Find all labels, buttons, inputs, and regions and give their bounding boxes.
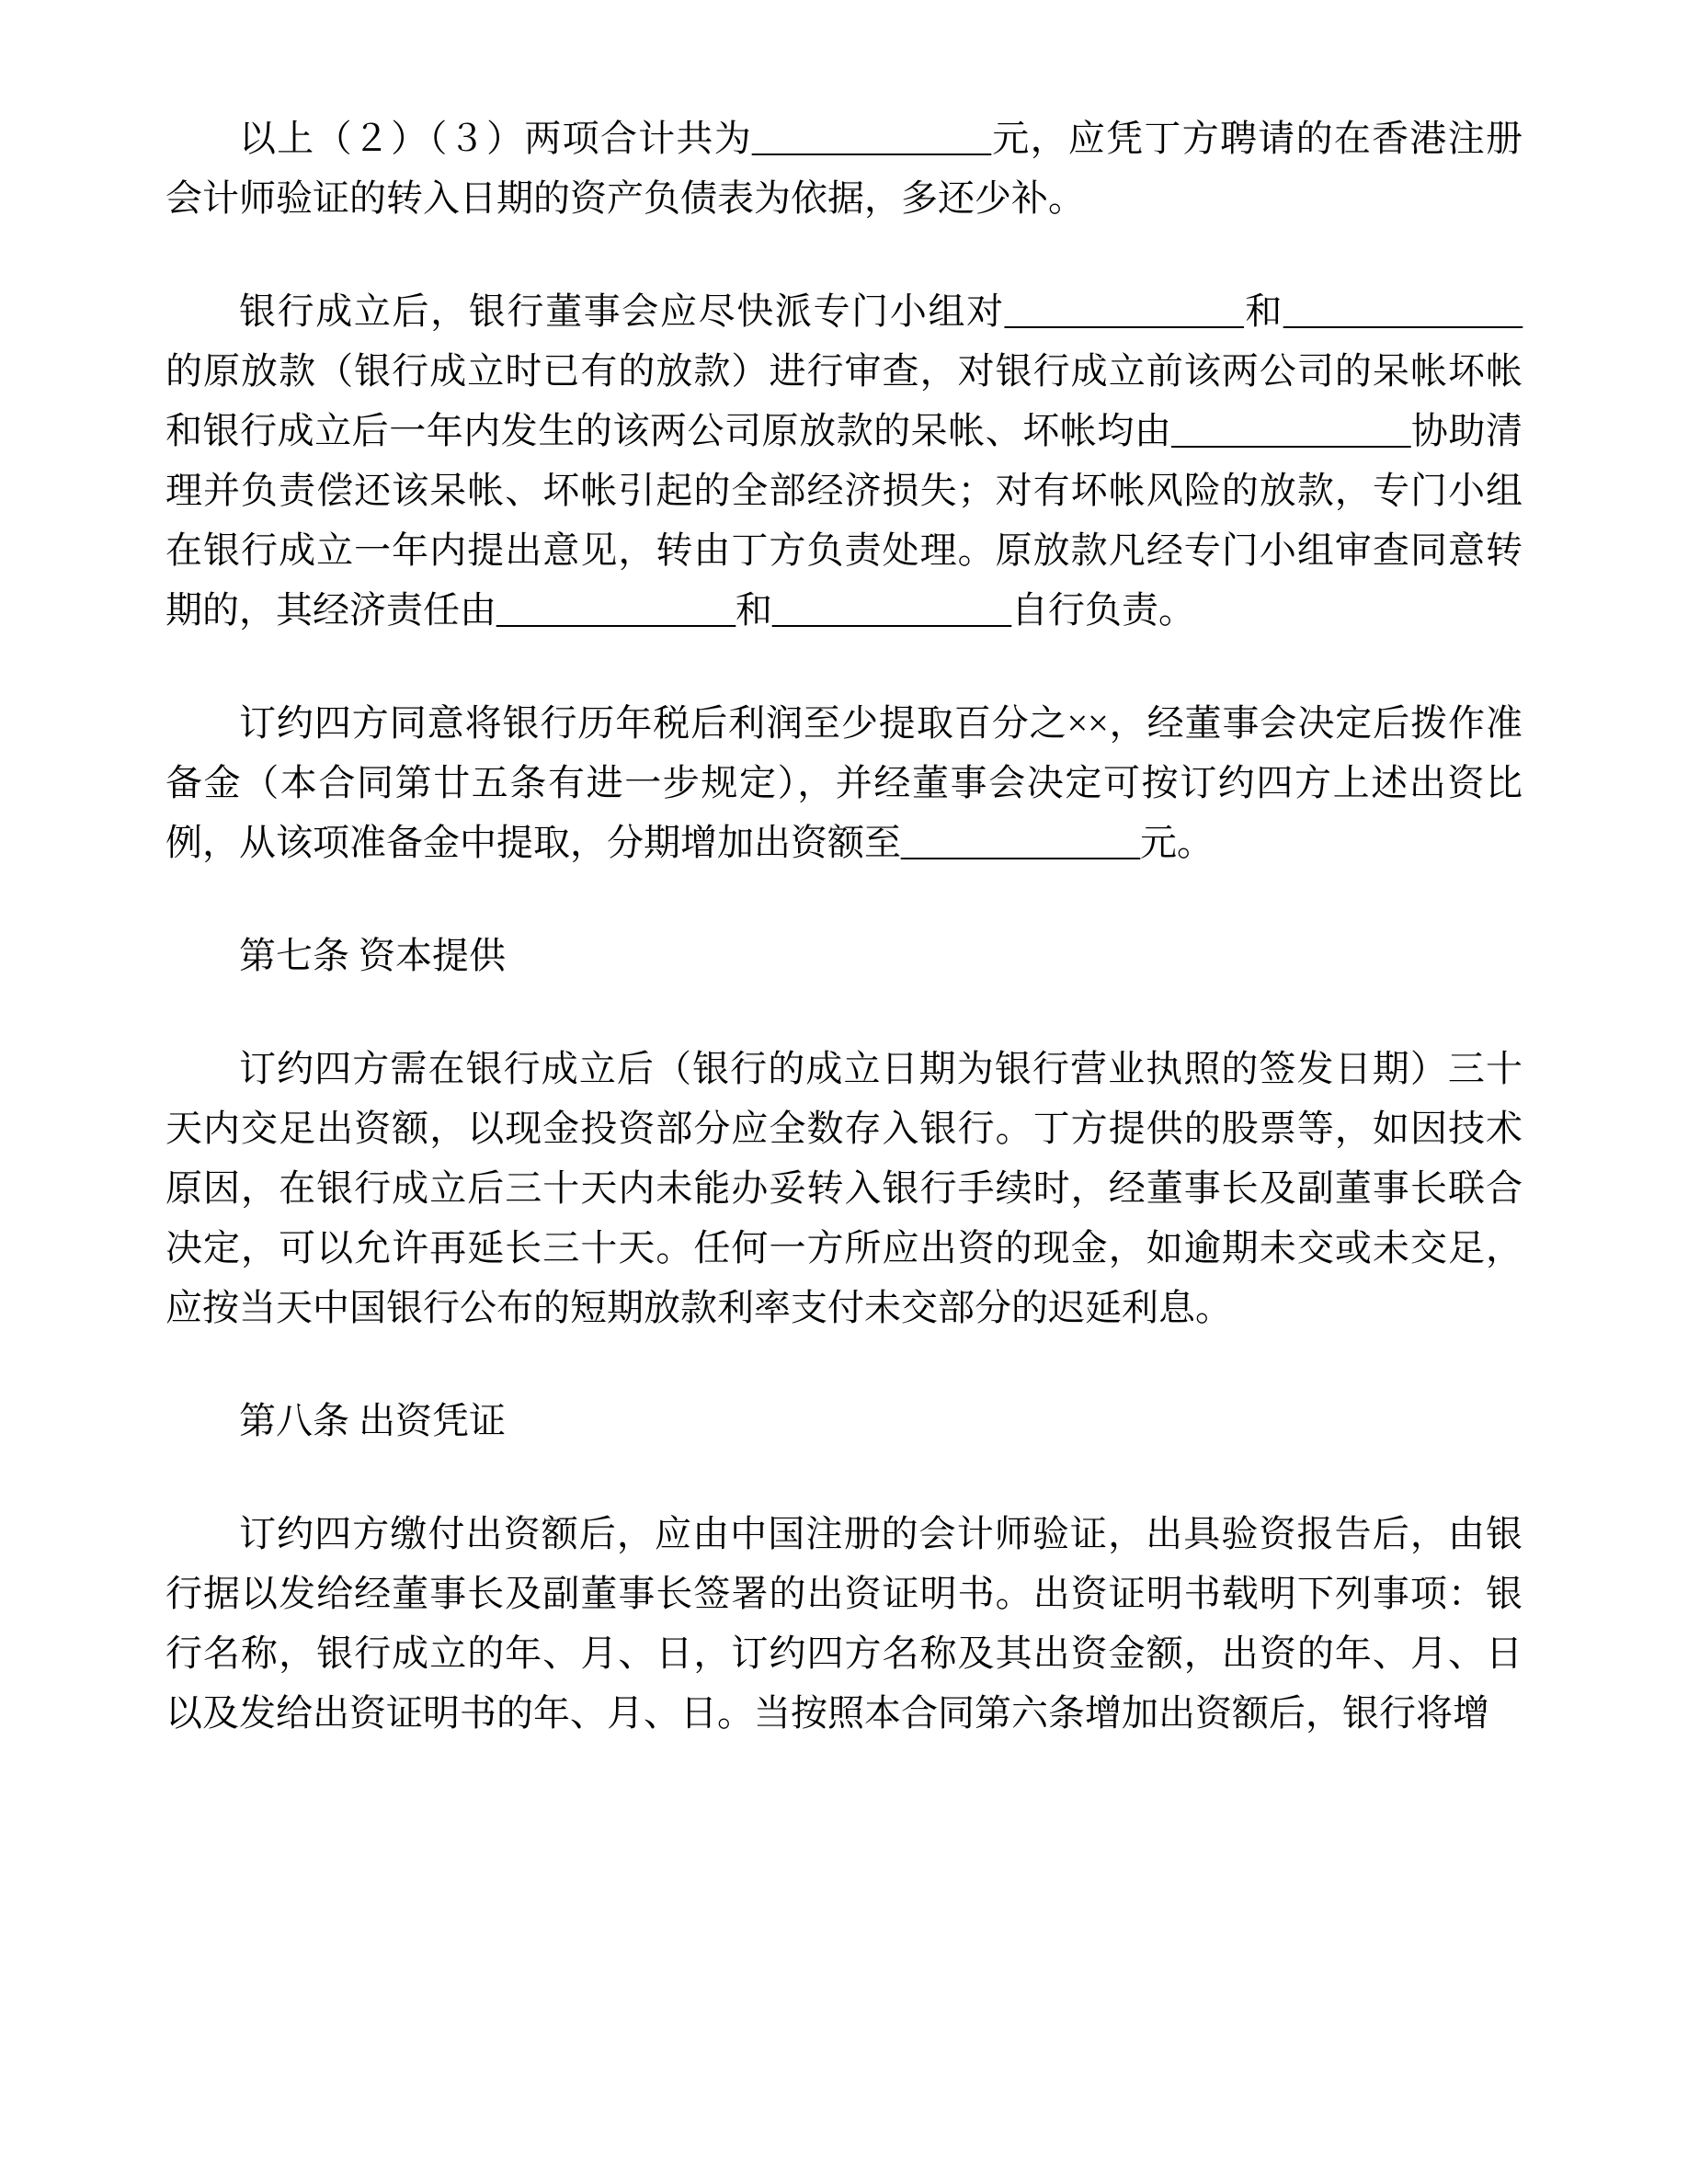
paragraph-total-sum-clause: 以上（２）（３）两项合计共为_____________元，应凭丁方聘请的在香港注册会计师验证的转入日期的资产负债表为依据，多还少补。 [165,118,1523,219]
paragraph-capital-payment-clause: 订约四方需在银行成立后（银行的成立日期为银行营业执照的签发日期）三十天内交足出资额，以现金投资部分应全数存入银行。丁方提供的股票等，如因技术原因，在银行成立后三十天内未能办妥转入银行手续时，经董事长及副董事长联合决定，可以允许再延长三十天。任何一方所应出资的现金，如逾期未交或未交足，应按当天中国银行公布的短期放款利率支付未交部分的迟延利息。 [165,1048,1523,1328]
paragraph-loan-review-clause: 银行成立后，银行董事会应尽快派专门小组对_____________和_____________的原放款（银行成立时已有的放款）进行审查，对银行成立前该两公司的呆帐坏帐和银行成立后一年内发生的该两公司原放款的呆帐、坏帐均由_____________协助清理并负责偿还该呆帐、坏帐引起的全部经济损失；对有坏帐风险的放款，专门小组在银行成立一年内提出意见，转由丁方负责处理。原放款凡经专门小组审查同意转期的，其经济责任由_____________和_____________自行负责。 [165,290,1523,631]
heading-article-7-capital-provision: 第七条 资本提供 [239,935,506,976]
paragraph-capital-certificate-clause: 订约四方缴付出资额后，应由中国注册的会计师验证，出具验资报告后，由银行据以发给经董事长及副董事长签署的出资证明书。出资证明书载明下列事项：银行名称，银行成立的年、月、日，订约四方名称及其出资金额，出资的年、月、日以及发给出资证明书的年、月、日。当按照本合同第六条增加出资额后，银行将增 [165,1513,1523,1734]
paragraph-reserve-fund-clause: 订约四方同意将银行历年税后利润至少提取百分之××，经董事会决定后拨作准备金（本合同第廿五条有进一步规定），并经董事会决定可按订约四方上述出资比例，从该项准备金中提取，分期增加出资额至_____________元。 [165,702,1523,863]
heading-article-8-capital-certificate: 第八条 出资凭证 [239,1400,506,1441]
